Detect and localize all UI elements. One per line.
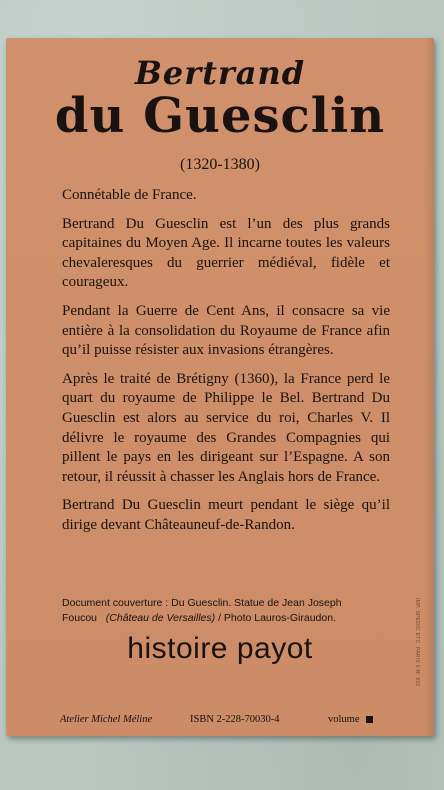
title-first-name: Bertrand xyxy=(134,54,306,92)
life-dates: (1320-1380) xyxy=(180,156,260,173)
cover-credit xyxy=(62,596,398,626)
blurb-paragraph: Après le traité de Brétigny (1360), la France perd le quart du royaume de Philippe le Bel. Bertrand Du Guesclin est alors au service du roi, Charles V. Il délivre le royaume des Grandes Compagnies qui pillent le pays en les dirigeant sur l’Espagne. A son retour, il réussit à chasser les Anglais hors de France. xyxy=(62,370,390,485)
series-name: histoire payot xyxy=(127,632,313,665)
blurb-paragraph: Bertrand Du Guesclin est l’un des plus grands capitaines du Moyen Age. Il incarne toutes les valeurs chevaleresques du guerrier médiéval, fidèle et courageux. xyxy=(62,215,390,291)
blurb xyxy=(62,186,390,545)
isbn: ISBN 2-228-70030-4 xyxy=(190,714,280,725)
title-surname: du Guesclin xyxy=(54,88,386,144)
blurb-paragraph: Connétable de France. xyxy=(62,187,197,203)
volume-label xyxy=(328,714,373,725)
printer-imprint: IMP. SPEDIC ETC. PARIS 6 Nº 932 xyxy=(414,598,420,687)
square-icon xyxy=(366,716,373,723)
credit-location: (Château de Versailles) xyxy=(105,612,216,624)
book-back-cover xyxy=(6,38,434,736)
credit-line: Document couverture : Du Guesclin. Statue de Jean Joseph xyxy=(62,597,342,609)
blurb-paragraph: Pendant la Guerre de Cent Ans, il consacre sa vie entière à la consolidation du Royaume de France afin qu’il puisse résister aux invasions étrangères. xyxy=(62,302,390,359)
volume-text: volume xyxy=(328,714,360,725)
credit-artist: Foucou xyxy=(62,612,98,624)
atelier-credit: Atelier Michel Méline xyxy=(60,714,153,725)
credit-photo: / Photo Lauros-Giraudon. xyxy=(218,612,336,624)
credit-line xyxy=(62,611,398,626)
blurb-paragraph: Bertrand Du Guesclin meurt pendant le siège qu’il dirige devant Châteauneuf-de-Randon. xyxy=(62,497,390,533)
